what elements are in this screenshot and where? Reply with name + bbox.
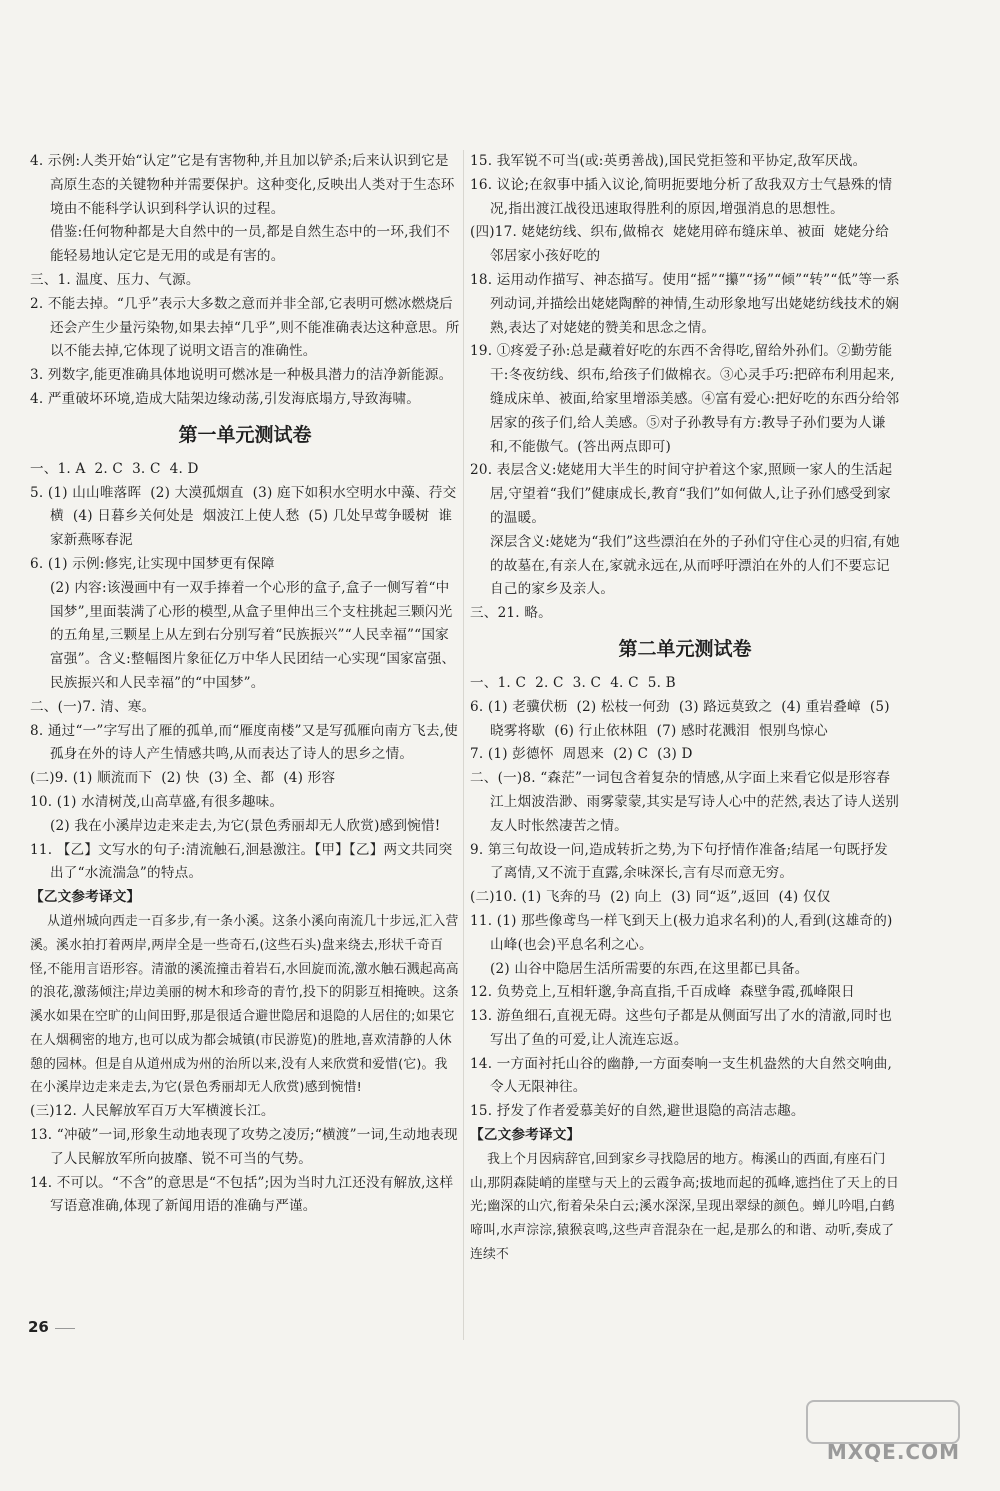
left-answers-block-2 <box>30 458 460 1220</box>
column-divider <box>463 150 464 1340</box>
unit-2-test-heading: 第二单元测试卷 <box>618 637 752 660</box>
answer-line: 11. (1) 那些像鸢鸟一样飞到天上(极力追求名利)的人,看到(这雄奇的)山峰(也会)平息名利之心。 <box>470 912 893 953</box>
answer-line: 20. 表层含义:姥姥用大半生的时间守护着这个家,照顾一家人的生活起居,守望着“我们”健康成长,教育“我们”如何做人,让子孙们感受到家的温暖。 <box>470 462 893 526</box>
answer-line: 14. 不可以。“不含”的意思是“不包括”;因为当时九江还没有解放,这样写语意准确,体现了新闻用语的准确与严谨。 <box>30 1174 454 1215</box>
page-number: 26 <box>28 1318 49 1336</box>
answer-line: (二)9. (1) 顺流而下 (2) 快 (3) 全、都 (4) 形容 <box>30 770 336 787</box>
answer-line: (2) 我在小溪岸边走来走去,为它(景色秀丽却无人欣赏)感到惋惜! <box>50 817 441 834</box>
answer-line: 11. 【乙】文写水的句子:清流触石,洄悬激注。【甲】【乙】两文共同突出了“水流湍急”的特点。 <box>30 841 453 882</box>
answer-line: 14. 一方面衬托山谷的幽静,一方面奏响一支生机盎然的大自然交响曲,令人无限神往。 <box>470 1055 893 1096</box>
answer-line: 一、1. C 2. C 3. C 4. C 5. B <box>470 674 676 691</box>
answer-line: (三)12. 人民解放军百万大军横渡长江。 <box>30 1103 275 1120</box>
right-answers-block-2 <box>470 672 900 1267</box>
answer-line: 6. (1) 示例:修宪,让实现中国梦更有保障 <box>30 555 275 572</box>
answer-line: 13. 游鱼细石,直视无碍。这些句子都是从侧面写出了水的清澈,同时也写出了鱼的可爱,让人流连忘返。 <box>470 1008 893 1048</box>
answer-line: 二、(一)8. “森茫”一词包含着复杂的情感,从字面上来看它似是形容春江上烟波浩渺、雨雾蒙蒙,其实是写诗人心中的茫然,表达了诗人送别友人时怅然凄苦之情。 <box>470 770 900 834</box>
answer-line: 3. 列数字,能更准确具体地说明可燃冰是一种极具潜力的洁净新能源。 <box>30 367 453 384</box>
answer-line: 10. (1) 水清树茂,山高草盛,有很多趣味。 <box>30 793 284 810</box>
answer-line: 从道州城向西走一百多步,有一条小溪。这条小溪向南流几十步远,汇入营溪。溪水拍打着两岸,两岸全是一些奇石,(这些石头)盘来绕去,形状千奇百怪,不能用言语形容。清澈的溪流撞击着岩石,水回旋而流,激水触石溅起高高的浪花,激荡倾注;岸边美丽的树木和珍奇的青竹,投下的阴影互相掩映。这条溪水如果在空旷的山间田野,那是很适合避世隐居和退隐的人居住的;如果它在人烟稠密的地方,也可以成为都会城镇(市民游览)的胜地,喜欢清静的人休憩的园林。但是自从道州成为州的治所以来,没有人来欣赏和爱惜(它)。我在小溪岸边走来走去,为它(景色秀丽却无人欣赏)感到惋惜! <box>30 913 459 1096</box>
answer-line: 12. 负势竞上,互相轩邈,争高直指,千百成峰 森壁争霞,孤峰限日 <box>470 984 855 1001</box>
page-number-rule <box>55 1328 75 1329</box>
answer-line: 13. “冲破”一词,形象生动地表现了攻势之凌厉;“横渡”一词,生动地表现了人民解放军所向披靡、锐不可当的气势。 <box>30 1127 458 1167</box>
answer-line: 5. (1) 山山唯落晖 (2) 大漠孤烟直 (3) 庭下如积水空明水中藻、荇交横 (4) 日暮乡关何处是 烟波江上使人愁 (5) 几处早莺争暖树 谁家新燕啄春泥 <box>30 484 457 549</box>
answer-line: 6. (1) 老骥伏枥 (2) 松枝一何劲 (3) 路远莫致之 (4) 重岩叠嶂 (5) 晓雾将歇 (6) 行止依林阻 (7) 感时花溅泪 恨别鸟惊心 <box>470 698 895 739</box>
answer-line: 9. 第三句故设一问,造成转折之势,为下句抒情作准备;结尾一句既抒发了离情,又不流于直露,余味深长,言有尽而意无穷。 <box>470 841 888 882</box>
answer-line: 一、1. A 2. C 3. C 4. D <box>30 460 199 477</box>
answer-line: 深层含义:姥姥为“我们”这些漂泊在外的子孙们守住心灵的归宿,有她的故墓在,有亲人在,家就永远在,从而呼吁漂泊在外的人们不要忘记自己的家乡及亲人。 <box>490 533 900 598</box>
answer-line: 15. 抒发了作者爱慕美好的自然,避世退隐的高洁志趣。 <box>470 1103 805 1120</box>
answer-line: 【乙文参考译文】 <box>470 1127 581 1144</box>
answer-line: (四)17. 姥姥纺线、织布,做棉衣 姥姥用碎布缝床单、被面 姥姥分给邻居家小孩好吃的 <box>470 224 889 265</box>
answer-line: 2. 不能去掉。“几乎”表示大多数之意而并非全部,它表明可燃冰燃烧后还会产生少量污染物,如果去掉“几乎”,则不能准确表达这种意思。所以不能去掉,它体现了说明文语言的准确性。 <box>30 295 460 360</box>
answer-line: 三、21. 略。 <box>470 605 552 622</box>
right-column <box>470 150 900 1267</box>
right-answers-block-1 <box>470 150 900 626</box>
answer-line: 二、(一)7. 清、寒。 <box>30 698 156 715</box>
answer-line: 借鉴:任何物种都是大自然中的一员,都是自然生态中的一环,我们不能轻易地认定它是无用的或是有害的。 <box>50 224 451 265</box>
answer-line: (2) 山谷中隐居生活所需要的东西,在这里都已具备。 <box>490 960 809 977</box>
answer-line: 我上个月因病辞官,回到家乡寻找隐居的地方。梅溪山的西面,有座石门山,那阴森陡峭的崖壁与天上的云霞争高;拔地而起的孤峰,遮挡住了天上的日光;幽深的山穴,衔着朵朵白云;溪水深深,呈现出翠绿的颜色。蝉儿吟唱,白鹤啼叫,水声淙淙,猿猴哀鸣,这些声音混杂在一起,是那么的和谐、动听,奏成了连续不 <box>470 1151 899 1263</box>
answer-line: 15. 我军锐不可当(或:英勇善战),国民党拒签和平协定,敌军厌战。 <box>470 153 867 169</box>
answer-line: 4. 示例:人类开始“认定”它是有害物种,并且加以铲杀;后来认识到它是高原生态的关键物种并需要保护。这种变化,反映出人类对于生态环境由不能科学认识到科学认识的过程。 <box>30 153 455 217</box>
left-column <box>30 150 460 1219</box>
watermark-text: MXQE.COM <box>826 1440 960 1464</box>
answer-line: 7. (1) 彭德怀 周恩来 (2) C (3) D <box>470 746 693 763</box>
answer-line: 【乙文参考译文】 <box>30 889 141 906</box>
answer-line: (二)10. (1) 飞奔的马 (2) 向上 (3) 同“返”,返回 (4) 仅仅 <box>470 889 831 906</box>
answer-line: 19. ①疼爱子孙:总是藏着好吃的东西不舍得吃,留给外孙们。②勤劳能干:冬夜纺线、织布,给孩子们做棉衣。③心灵手巧:把碎布利用起来,缝成床单、被面,给家里增添美感。④富有爱心:把好吃的东西分给邻居家的孩子们,给人美感。⑤对子孙教导有方:教导子孙们要为人谦和,不能傲气。(答出两点即可) <box>470 343 900 455</box>
answer-line: 三、1. 温度、压力、气源。 <box>30 271 200 288</box>
answer-line: 18. 运用动作描写、神态描写。使用“摇”“攥”“扬”“倾”“转”“低”等一系列动词,并描绘出姥姥陶醉的神情,生动形象地写出姥姥纺线技术的娴熟,表达了对姥姥的赞美和思念之情。 <box>470 271 900 336</box>
watermark-logo <box>806 1400 960 1444</box>
answer-line: 4. 严重破坏环境,造成大陆架边缘动荡,引发海底塌方,导致海啸。 <box>30 390 421 407</box>
answer-line: (2) 内容:该漫画中有一双手捧着一个心形的盒子,盒子一侧写着“中国梦”,里面装满了心形的模型,从盒子里伸出三个支柱挑起三颗闪光的五角星,三颗星上从左到右分别写着“民族振兴”“人民幸福”“国家富强”。含义:整幅图片象征亿万中华人民团结一心实现“国家富强、民族振兴和人民幸福”的“中国梦”。 <box>50 579 456 691</box>
answer-line: 8. 通过“一”字写出了雁的孤单,而“雁度南楼”又是写孤雁向南方飞去,使孤身在外的诗人产生情感共鸣,从而表达了诗人的思乡之情。 <box>30 722 458 763</box>
answer-line: 16. 议论;在叙事中插入议论,简明扼要地分析了敌我双方士气悬殊的情况,指出渡江战役迅速取得胜利的原因,增强消息的思想性。 <box>470 176 893 217</box>
left-answers-block-1 <box>30 150 460 412</box>
unit-1-test-heading: 第一单元测试卷 <box>178 423 312 446</box>
